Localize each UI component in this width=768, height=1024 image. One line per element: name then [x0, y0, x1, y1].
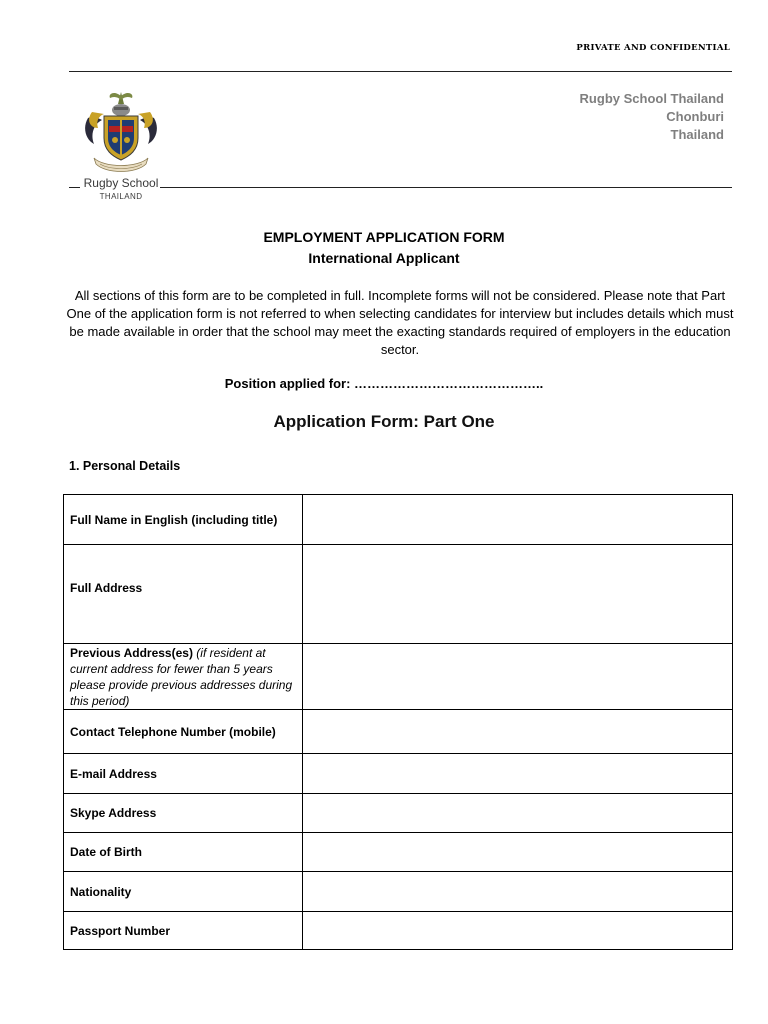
row-label-previous-addresses — [64, 644, 303, 710]
form-subtitle: International Applicant — [308, 250, 460, 266]
part-title: Application Form: Part One — [273, 412, 495, 431]
telephone-field[interactable] — [303, 710, 733, 754]
email-field[interactable] — [303, 754, 733, 794]
header-divider-bottom — [160, 187, 732, 188]
position-applied-field[interactable]: Position applied for: …………………………………….. — [224, 376, 544, 391]
personal-details-table — [63, 494, 733, 950]
school-address — [580, 90, 724, 144]
row-label-email: E-mail Address — [64, 754, 303, 794]
full-address-field[interactable] — [303, 545, 733, 644]
row-label-telephone: Contact Telephone Number (mobile) — [64, 710, 303, 754]
school-crest-icon — [80, 88, 162, 174]
intro-paragraph: All sections of this form are to be completed in full. Incomplete forms will not be considered. Please note that Part One of the application form is not referred to when selecting candidates for interview but includes details which must be made available in order that the school may meet the exacting standards required of employers in the education sector. — [66, 288, 734, 357]
passport-number-field[interactable] — [303, 912, 733, 950]
logo-wordmark: Rugby School — [83, 176, 159, 190]
header-divider — [69, 71, 732, 72]
previous-addresses-note: (if resident at current address for fewer than 5 years please provide previous addresses during this period) — [70, 646, 293, 708]
address-line-city: Chonburi — [666, 109, 724, 124]
row-label-full-name: Full Name in English (including title) — [64, 495, 303, 545]
address-line-school: Rugby School Thailand — [579, 91, 724, 106]
previous-addresses-field[interactable] — [303, 644, 733, 710]
table-row — [64, 710, 733, 754]
logo-subtitle: THAILAND — [99, 192, 143, 201]
skype-field[interactable] — [303, 794, 733, 833]
address-line-country: Thailand — [670, 127, 724, 142]
row-label-full-address: Full Address — [64, 545, 303, 644]
table-row — [64, 872, 733, 912]
section-heading-personal-details: 1. Personal Details — [69, 459, 181, 473]
table-row — [64, 794, 733, 833]
confidential-notice: PRIVATE AND CONFIDENTIAL — [576, 43, 730, 53]
table-row — [64, 545, 733, 644]
table-row — [64, 912, 733, 950]
table-row — [64, 644, 733, 710]
date-of-birth-field[interactable] — [303, 833, 733, 872]
table-row — [64, 754, 733, 794]
table-row — [64, 495, 733, 545]
row-label-skype: Skype Address — [64, 794, 303, 833]
row-label-date-of-birth: Date of Birth — [64, 833, 303, 872]
school-logo — [80, 88, 162, 206]
header-divider-left — [69, 187, 80, 188]
table-row — [64, 833, 733, 872]
nationality-field[interactable] — [303, 872, 733, 912]
full-name-field[interactable] — [303, 495, 733, 545]
row-label-nationality: Nationality — [64, 872, 303, 912]
row-label-passport-number: Passport Number — [64, 912, 303, 950]
previous-addresses-label: Previous Address(es) — [70, 646, 193, 660]
form-title: EMPLOYMENT APPLICATION FORM — [263, 229, 505, 245]
